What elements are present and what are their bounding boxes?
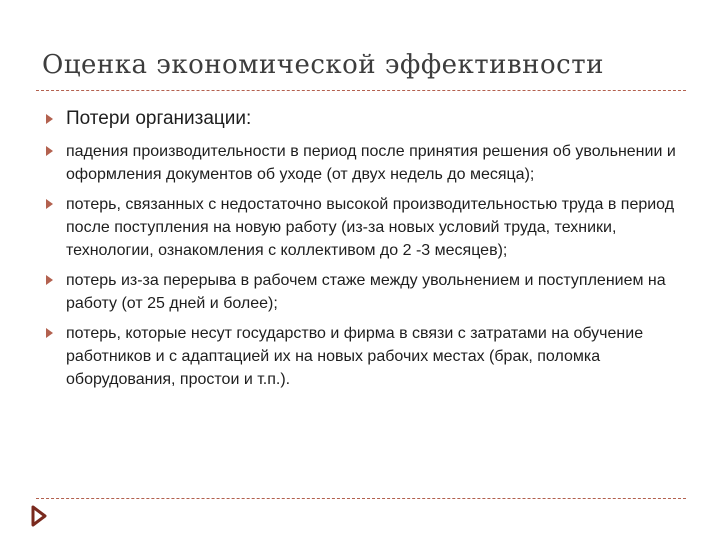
- list-heading-text: Потери организации:: [66, 108, 252, 129]
- list-item: [44, 140, 684, 186]
- triangle-bullet-icon: [46, 199, 53, 209]
- list-item-text: падения производительности в период после принятия решения об увольнении и оформления документов об уходе (от двух недель до месяца);: [66, 143, 676, 183]
- list-item: [44, 193, 684, 262]
- slide-title: Оценка экономической эффективности: [42, 50, 604, 80]
- triangle-bullet-icon: [46, 114, 53, 124]
- triangle-bullet-icon: [46, 328, 53, 338]
- list-item-text: потерь, связанных с недостаточно высокой производительностью труда в период после поступления на новую работу (из-за новых условий труда, техники, технологии, ознакомления с коллективом до 2 -3 месяцев);: [66, 196, 675, 259]
- triangle-bullet-icon: [46, 275, 53, 285]
- bullet-list: [44, 106, 684, 398]
- list-item-text: потерь, которые несут государство и фирма в связи с затратами на обучение работников и с адаптацией их на новых рабочих местах (брак, поломка оборудования, простои и т.п.).: [66, 325, 644, 388]
- next-slide-arrow-icon[interactable]: [30, 504, 48, 528]
- title-divider: [36, 90, 686, 91]
- triangle-bullet-icon: [46, 146, 53, 156]
- list-item: [44, 322, 684, 391]
- list-heading: [44, 106, 684, 132]
- footer-divider: [36, 498, 686, 499]
- list-item-text: потерь из-за перерыва в рабочем стаже между увольнением и поступлением на работу (от 25 дней и более);: [66, 272, 666, 312]
- list-item: [44, 269, 684, 315]
